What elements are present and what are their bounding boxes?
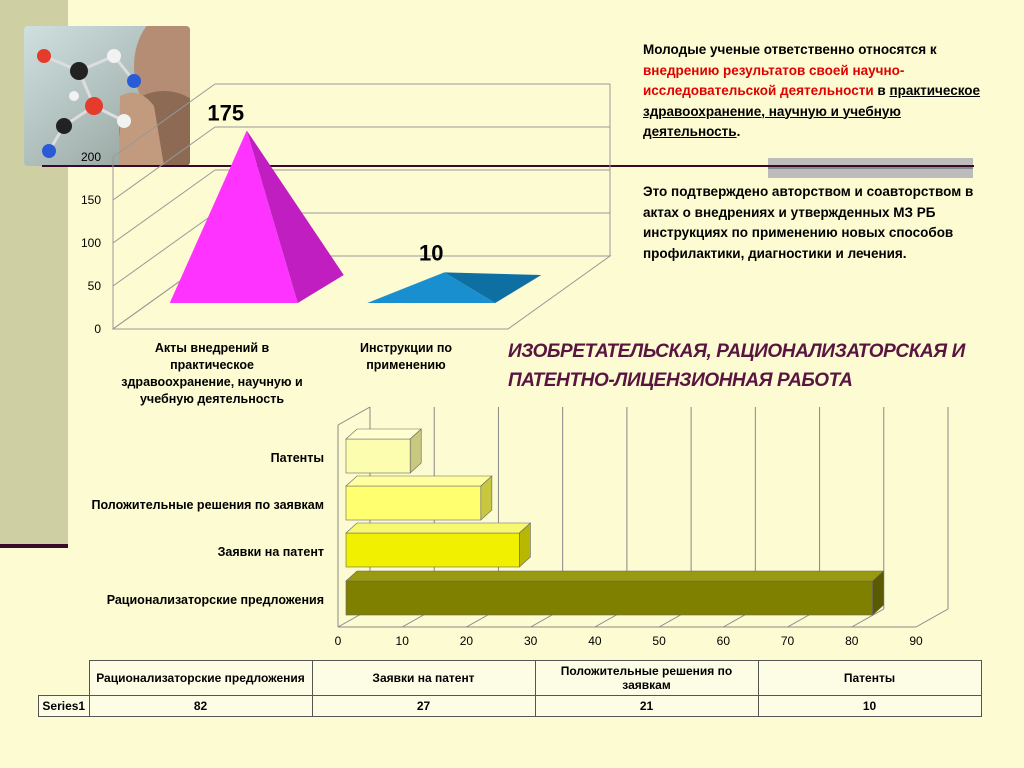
- bar: [346, 533, 519, 567]
- bar-category-label: Патенты: [270, 451, 324, 465]
- bar-category-label: Заявки на патент: [217, 545, 324, 559]
- gridline: [338, 407, 370, 425]
- table-value-cell: 82: [89, 696, 312, 717]
- x-tick-label: 10: [395, 634, 409, 648]
- bar-top: [346, 476, 492, 486]
- table-value-cell: 27: [312, 696, 535, 717]
- data-table: [38, 660, 982, 717]
- table-header-cell: Заявки на патент: [312, 661, 535, 696]
- table-header-cell: Патенты: [758, 661, 981, 696]
- y-tick-label: 200: [80, 150, 101, 164]
- confirmation-paragraph: Это подтверждено авторством и соавторством в актах о внедрениях и утвержденных МЗ РБ инструкциях по применению новых способов профилактики, диагностики и лечения.: [643, 184, 974, 261]
- bar: [346, 486, 481, 520]
- y-tick-label: 50: [87, 279, 101, 293]
- x-tick-label: 70: [780, 634, 795, 648]
- bar-top: [346, 571, 884, 581]
- pyramid-category-label: Инструкции по применению: [360, 341, 452, 372]
- table-value-cell: 10: [758, 696, 981, 717]
- table-value-cell: 21: [535, 696, 758, 717]
- intro-text-underlined: практическое здравоохранение, научную и учебную деятельность: [643, 83, 981, 139]
- data-label: 10: [419, 240, 444, 266]
- bar-category-label: Положительные решения по заявкам: [91, 498, 324, 512]
- y-tick-label: 0: [94, 322, 101, 336]
- y-tick-label: 100: [80, 236, 101, 250]
- x-tick-label: 90: [909, 634, 923, 648]
- bar: [346, 439, 410, 473]
- bar-category-label: Рационализаторские предложения: [106, 593, 324, 607]
- section-heading: ИЗОБРЕТАТЕЛЬСКАЯ, РАЦИОНАЛИЗАТОРСКАЯ И ПАТЕНТНО-ЛИЦЕНЗИОННАЯ РАБОТА: [508, 341, 965, 391]
- intro-text-b: в: [873, 83, 890, 98]
- x-tick-label: 0: [334, 634, 342, 648]
- x-tick-label: 50: [652, 634, 666, 648]
- series-name-cell: Series1: [39, 696, 90, 717]
- gridline: [916, 609, 948, 627]
- table-corner-cell: [39, 661, 90, 696]
- pyramid-category-label: Акты внедрений в практическое здравоохранение, научную и учебную деятельность: [121, 341, 303, 406]
- y-tick-label: 150: [80, 193, 101, 207]
- x-tick-label: 40: [588, 634, 602, 648]
- bar-top: [346, 523, 530, 533]
- x-tick-label: 20: [459, 634, 474, 648]
- x-tick-label: 80: [845, 634, 859, 648]
- data-label: 175: [207, 100, 245, 126]
- x-tick-label: 60: [716, 634, 731, 648]
- intro-text-c: .: [736, 124, 741, 139]
- bar-top: [346, 429, 421, 439]
- table-header-row: [39, 661, 982, 696]
- table-row: [39, 696, 982, 717]
- table-header-cell: Рационализаторские предложения: [89, 661, 312, 696]
- intro-text-highlight: внедрению результатов своей научно-исследовательской деятельности: [643, 62, 905, 98]
- table-header-cell: Положительные решения по заявкам: [535, 661, 758, 696]
- intro-text-a: Молодые ученые ответственно относятся к: [643, 42, 937, 57]
- x-tick-label: 30: [523, 634, 538, 648]
- bar: [346, 581, 873, 615]
